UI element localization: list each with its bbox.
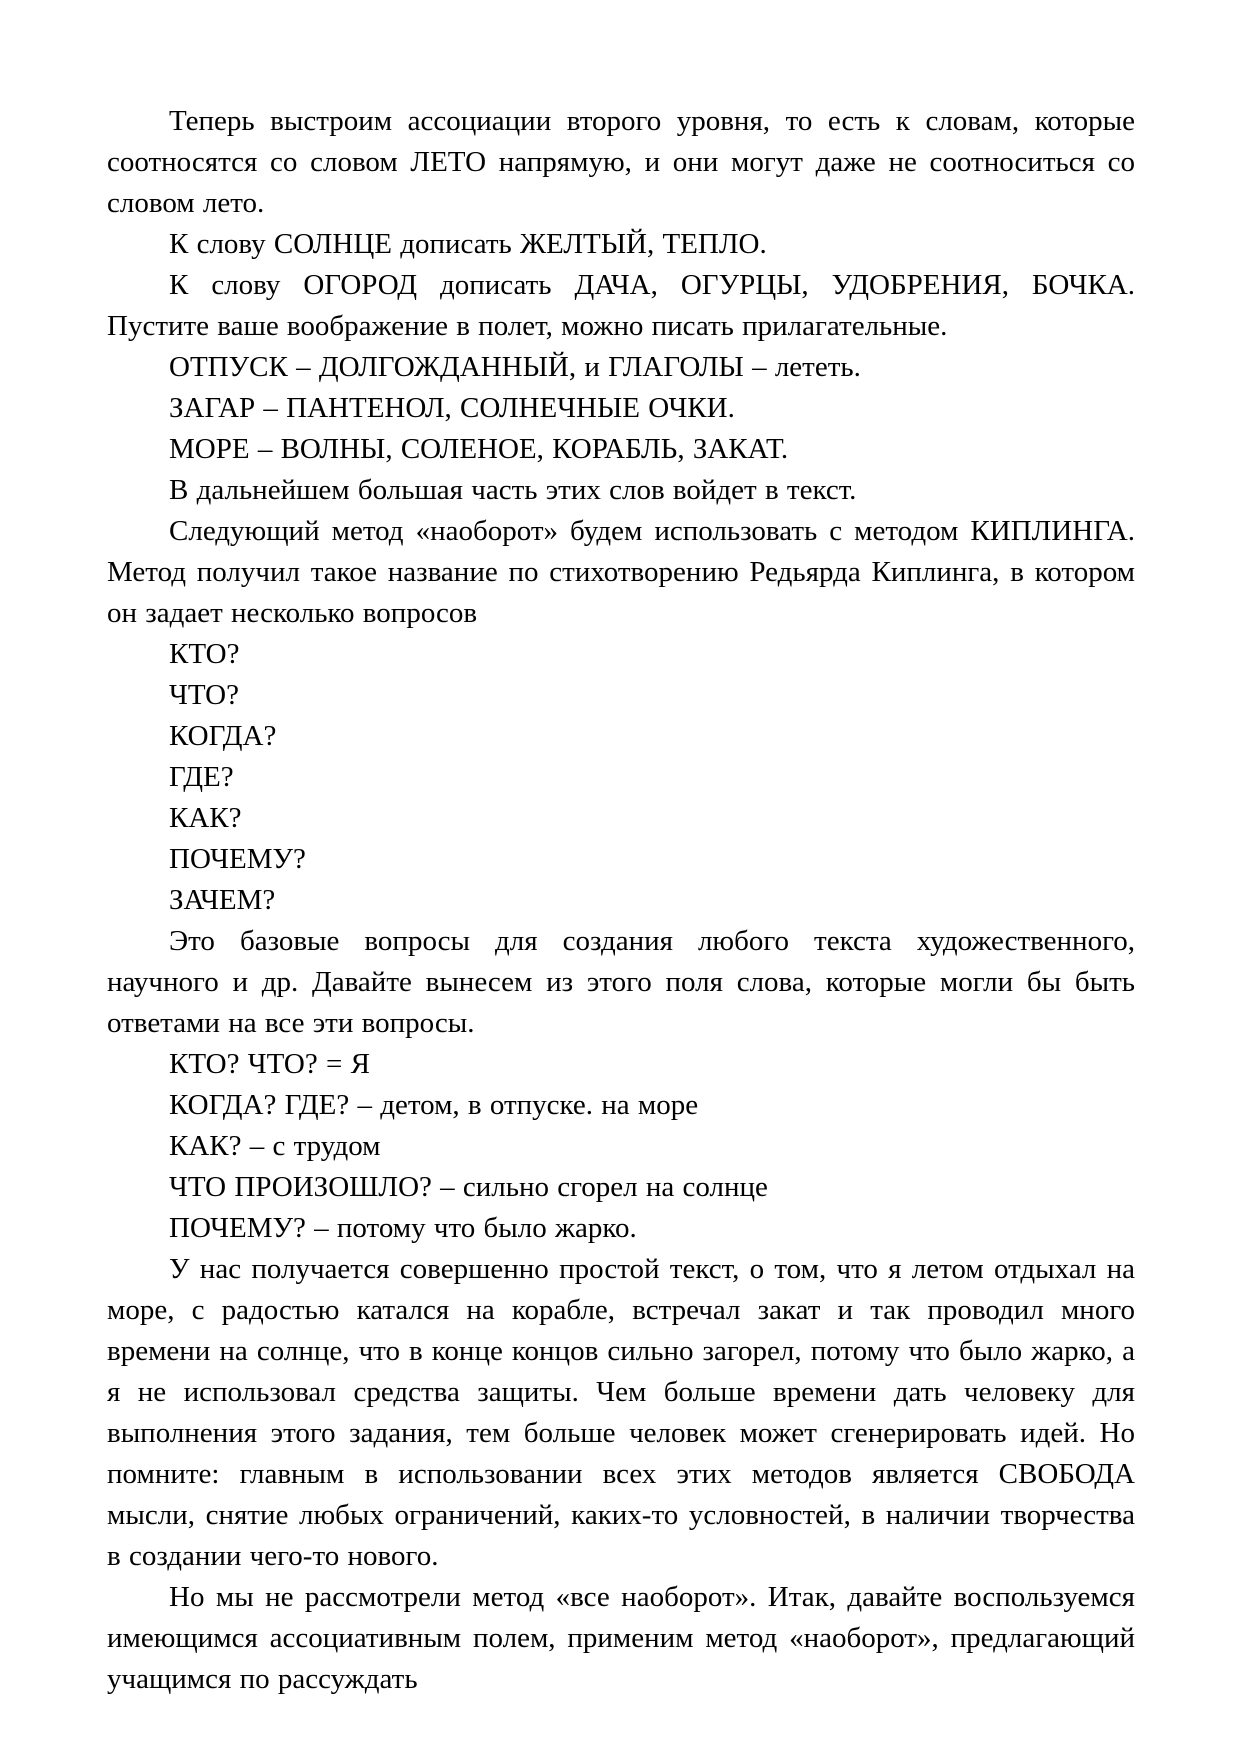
paragraph-question: КТО? bbox=[169, 638, 240, 670]
paragraph-question: КОГДА? bbox=[169, 720, 277, 752]
paragraph: К слову СОЛНЦЕ дописать ЖЕЛТЫЙ, ТЕПЛО. bbox=[169, 228, 767, 260]
paragraph: ОТПУСК – ДОЛГОЖДАННЫЙ, и ГЛАГОЛЫ – лететь. bbox=[169, 351, 861, 383]
paragraph-answer: ПОЧЕМУ? – потому что было жарко. bbox=[169, 1212, 637, 1244]
paragraph: Следующий метод «наоборот» будем использовать с методом КИПЛИНГА. Метод получил такое название по стихотворению Редьярда Киплинга, в котором он задает несколько вопросов bbox=[107, 515, 1135, 629]
paragraph-question: КАК? bbox=[169, 802, 242, 834]
paragraph: МОРЕ – ВОЛНЫ, СОЛЕНОЕ, КОРАБЛЬ, ЗАКАТ. bbox=[169, 433, 789, 465]
paragraph-question: ЧТО? bbox=[169, 679, 239, 711]
paragraph-question: ПОЧЕМУ? bbox=[169, 843, 306, 875]
paragraph: К слову ОГОРОД дописать ДАЧА, ОГУРЦЫ, УДОБРЕНИЯ, БОЧКА. Пустите ваше воображение в полет, можно писать прилагательные. bbox=[107, 269, 1135, 342]
paragraph: У нас получается совершенно простой текст, о том, что я летом отдыхал на море, с радостью катался на корабле, встречал закат и так проводил много времени на солнце, что в конце концов сильно загорел, потому что было жарко, а я не использовал средства защиты. Чем больше времени дать человеку для выполнения этого задания, тем больше человек может сгенерировать идей. Но помните: главным в использовании всех этих методов является СВОБОДА мысли, снятие любых ограничений, каких-то условностей, в наличии творчества в создании чего-то нового. bbox=[107, 1253, 1135, 1572]
paragraph-answer: КОГДА? ГДЕ? – детом, в отпуске. на море bbox=[169, 1089, 699, 1121]
paragraph-answer: ЧТО ПРОИЗОШЛО? – сильно сгорел на солнце bbox=[169, 1171, 768, 1203]
paragraph: ЗАГАР – ПАНТЕНОЛ, СОЛНЕЧНЫЕ ОЧКИ. bbox=[169, 392, 735, 424]
paragraph-question: ЗАЧЕМ? bbox=[169, 884, 276, 916]
paragraph: Но мы не рассмотрели метод «все наоборот». Итак, давайте воспользуемся имеющимся ассоциативным полем, применим метод «наоборот», предлагающий учащимся по рассуждать bbox=[107, 1581, 1135, 1695]
paragraph: Это базовые вопросы для создания любого текста художественного, научного и др. Давайте вынесем из этого поля слова, которые могли бы быть ответами на все эти вопросы. bbox=[107, 925, 1135, 1039]
paragraph: Теперь выстроим ассоциации второго уровня, то есть к словам, которые соотносятся со словом ЛЕТО напрямую, и они могут даже не соотноситься со словом лето. bbox=[107, 105, 1135, 219]
paragraph-question: ГДЕ? bbox=[169, 761, 234, 793]
paragraph: В дальнейшем большая часть этих слов войдет в текст. bbox=[169, 474, 857, 506]
paragraph-answer: КАК? – с трудом bbox=[169, 1130, 381, 1162]
paragraph-answer: КТО? ЧТО? = Я bbox=[169, 1048, 370, 1080]
